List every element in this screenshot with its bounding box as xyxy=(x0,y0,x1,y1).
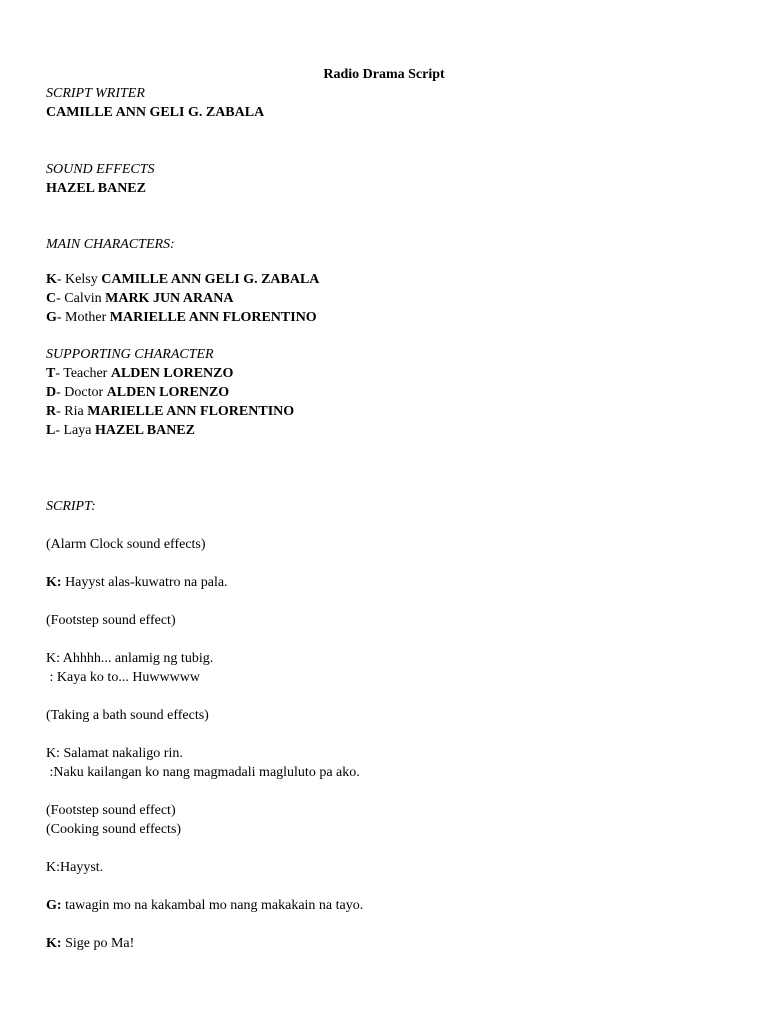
character-row xyxy=(46,271,319,289)
script-line-mother xyxy=(46,897,363,915)
script-line-footstep: (Footstep sound effect) xyxy=(46,613,176,628)
supporting-character-label: SUPPORTING CHARACTER xyxy=(46,347,214,362)
character-row xyxy=(46,290,233,308)
character-actor: CAMILLE ANN GELI G. ZABALA xyxy=(101,272,320,287)
character-code: R xyxy=(46,404,57,419)
character-role: - Doctor xyxy=(56,385,107,400)
character-row xyxy=(46,309,317,327)
character-code: G xyxy=(46,310,57,325)
character-actor: MARK JUN ARANA xyxy=(105,291,234,306)
character-role: - Teacher xyxy=(55,366,111,381)
script-line-kelsy: K:Hayyst. xyxy=(46,860,104,875)
character-actor: MARIELLE ANN FLORENTINO xyxy=(87,404,295,419)
script-line-kelsy: K: Salamat nakaligo rin. xyxy=(46,746,183,761)
character-row xyxy=(46,365,233,383)
character-actor: HAZEL BANEZ xyxy=(95,423,195,438)
character-row xyxy=(46,422,195,440)
document-title: Radio Drama Script xyxy=(323,67,445,82)
character-actor: ALDEN LORENZO xyxy=(106,385,230,400)
script-writer-label: SCRIPT WRITER xyxy=(46,86,145,101)
character-role: - Mother xyxy=(56,310,110,325)
script-line-bath: (Taking a bath sound effects) xyxy=(46,708,209,723)
script-line-continuation: :Naku kailangan ko nang magmadali magluluto pa ako. xyxy=(46,765,360,780)
character-role: - Ria xyxy=(56,404,88,419)
speaker-label: G: xyxy=(46,898,62,913)
character-actor: MARIELLE ANN FLORENTINO xyxy=(109,310,317,325)
character-code: T xyxy=(46,366,56,381)
script-line-kelsy: K: Ahhhh... anlamig ng tubig. xyxy=(46,651,214,666)
speaker-label: K: xyxy=(46,575,62,590)
character-role: - Calvin xyxy=(56,291,106,306)
dialogue-text: Hayyst alas-kuwatro na pala. xyxy=(61,575,228,590)
speaker-label: K: xyxy=(46,936,62,951)
sound-effects-label: SOUND EFFECTS xyxy=(46,162,155,177)
character-code: C xyxy=(46,291,57,306)
script-line-cooking: (Cooking sound effects) xyxy=(46,822,182,837)
dialogue-text: Sige po Ma! xyxy=(61,936,135,951)
script-writer-name: CAMILLE ANN GELI G. ZABALA xyxy=(46,105,265,120)
script-line-kelsy xyxy=(46,935,134,953)
character-role: - Laya xyxy=(55,423,95,438)
character-role: - Kelsy xyxy=(56,272,102,287)
character-code: K xyxy=(46,272,57,287)
script-line-footstep: (Footstep sound effect) xyxy=(46,803,176,818)
sound-effects-name: HAZEL BANEZ xyxy=(46,181,146,196)
script-line-alarm: (Alarm Clock sound effects) xyxy=(46,537,206,552)
character-row xyxy=(46,403,294,421)
script-line-kelsy xyxy=(46,574,228,592)
character-actor: ALDEN LORENZO xyxy=(110,366,234,381)
dialogue-text: tawagin mo na kakambal mo nang makakain na tayo. xyxy=(61,898,364,913)
character-row xyxy=(46,384,229,402)
main-characters-label: MAIN CHARACTERS: xyxy=(46,237,175,252)
character-code: L xyxy=(46,423,56,438)
script-label: SCRIPT: xyxy=(46,499,96,514)
script-line-continuation: : Kaya ko to... Huwwwww xyxy=(46,670,200,685)
character-code: D xyxy=(46,385,57,400)
